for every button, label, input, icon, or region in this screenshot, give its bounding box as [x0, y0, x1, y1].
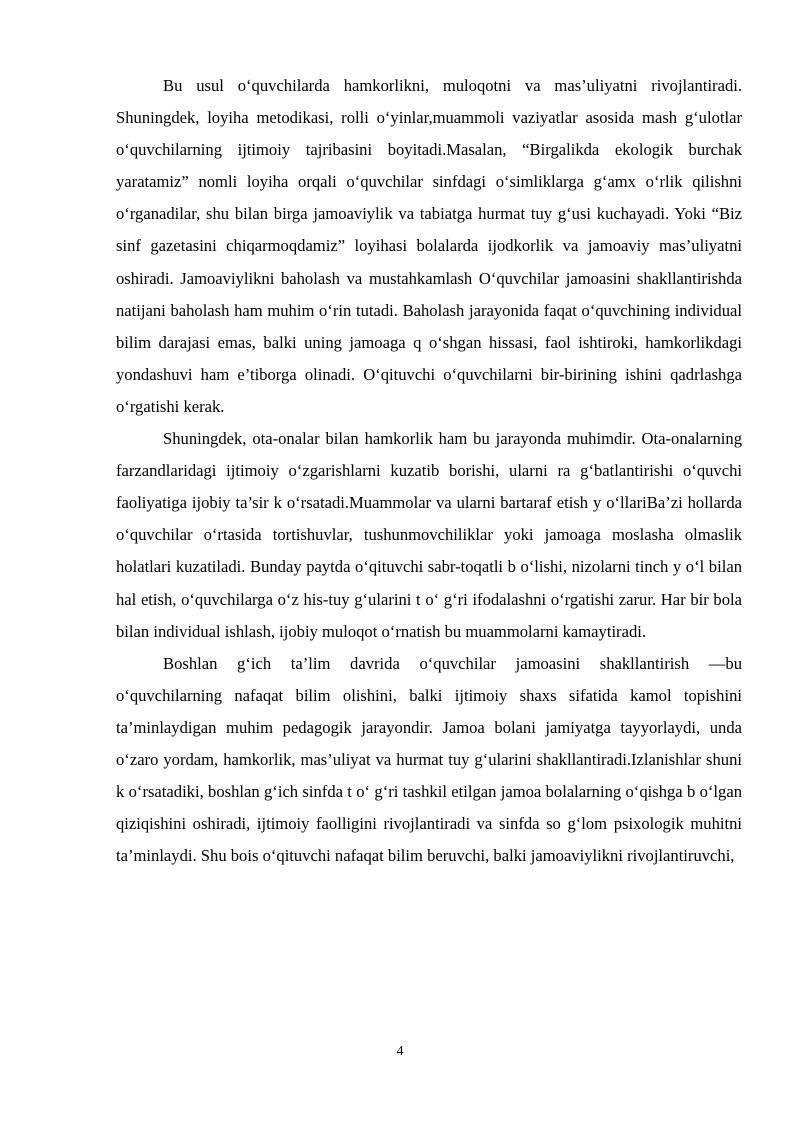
paragraph-1: Bu usul o‘quvchilarda hamkorlikni, muloqotni va mas’uliyatni rivojlantiradi. Shuningdek, loyiha metodikasi, rolli o‘yinlar,muammoli vaziyatlar asosida mash g‘ulotlar o‘quvchilarning ijtimoiy tajribasini boyitadi.Masalan, “Birgalikda ekologik burchak yaratamiz” nomli loyiha orqali o‘quvchilar sinfdagi o‘simliklarga g‘amx o‘rlik qilishni o‘rganadilar, shu bilan birga jamoaviylik va tabiatga hurmat tuy g‘usi kuchayadi. Yoki “Biz sinf gazetasini chiqarmoqdamiz” loyihasi bolalarda ijodkorlik va jamoaviy mas’uliyatni oshiradi. Jamoaviylikni baholash va mustahkamlash O‘quvchilar jamoasini shakllantirishda natijani baholash ham muhim o‘rin tutadi. Baholash jarayonida faqat o‘quvchining individual bilim darajasi emas, balki uning jamoaga q o‘shgan hissasi, faol ishtiroki, hamkorlikdagi yondashuvi ham e’tiborga olinadi. O‘qituvchi o‘quvchilarni bir-birining ishini qadrlashga o‘rgatishi kerak.: [116, 76, 742, 416]
paragraph-3: Boshlan g‘ich ta’lim davrida o‘quvchilar jamoasini shakllantirish —bu o‘quvchilarning nafaqat bilim olishini, balki ijtimoiy shaxs sifatida kamol topishini ta’minlaydigan muhim pedagogik jarayondir. Jamoa bolani jamiyatga tayyorlaydi, unda o‘zaro yordam, hamkorlik, mas’uliyat va hurmat tuy g‘ularini shakllantiradi.Izlanishlar shuni k o‘rsatadiki, boshlan g‘ich sinfda t o‘ g‘ri tashkil etilgan jamoa bolalarning o‘qishga b o‘lgan qiziqishini oshiradi, ijtimoiy faolligini rivojlantiradi va sinfda so g‘lom psixologik muhitni ta’minlaydi. Shu bois o‘qituvchi nafaqat bilim beruvchi, balki jamoaviylikni rivojlantiruvchi,: [116, 653, 742, 866]
document-page: [116, 70, 742, 872]
paragraph-2: Shuningdek, ota-onalar bilan hamkorlik ham bu jarayonda muhimdir. Ota-onalarning farzandlaridagi ijtimoiy o‘zgarishlarni kuzatib borishi, ularni ra g‘batlantirishi o‘quvchi faoliyatiga ijobiy ta’sir k o‘rsatadi.Muammolar va ularni bartaraf etish y o‘llariBa’zi hollarda o‘quvchilar o‘rtasida tortishuvlar, tushunmovchiliklar yoki jamoaga moslasha olmaslik holatlari kuzatiladi. Bunday paytda o‘qituvchi sabr-toqatli b o‘lishi, nizolarni tinch y o‘l bilan hal etish, o‘quvchilarga o‘z his-tuy g‘ularini t o‘ g‘ri ifodalashni o‘rgatishi zarur. Har bir bola bilan individual ishlash, ijobiy muloqot o‘rnatish bu muammolarni kamaytiradi.: [116, 429, 742, 641]
page-number: 4: [396, 1044, 404, 1059]
